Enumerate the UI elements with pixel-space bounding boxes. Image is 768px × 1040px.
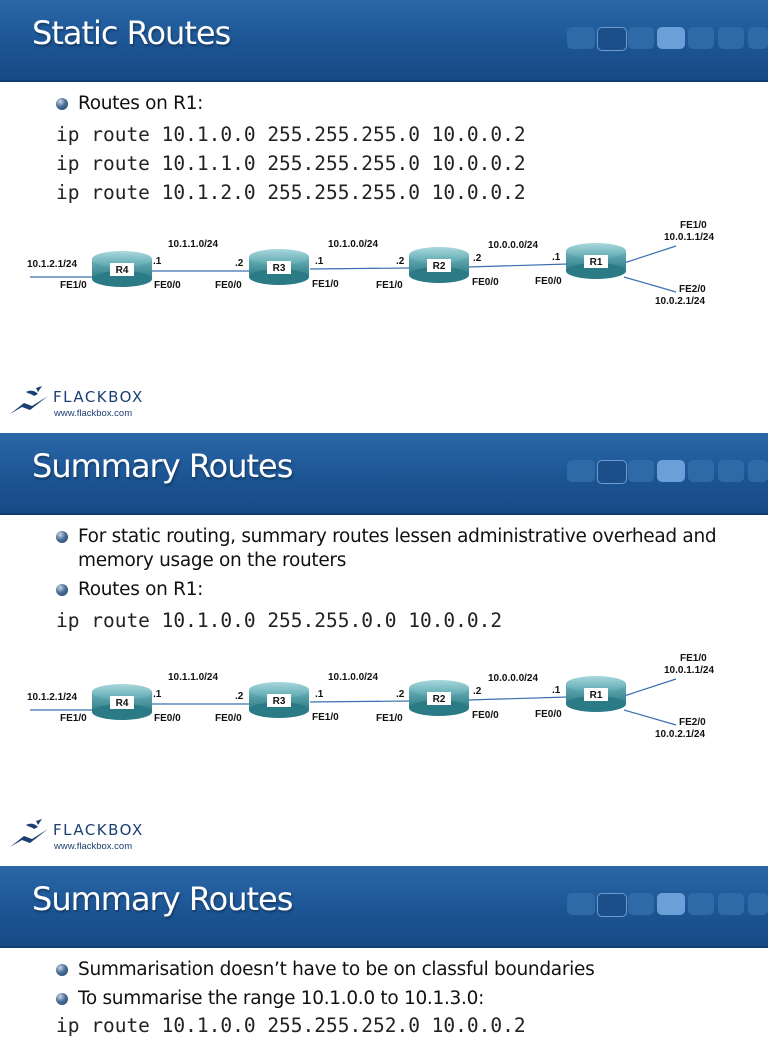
interface-label: FE0/0 <box>154 280 181 291</box>
network-label: 10.0.0.0/24 <box>488 240 539 251</box>
link-line <box>310 701 410 702</box>
nav-pill-active <box>657 27 685 49</box>
router-r2 <box>409 247 469 283</box>
network-label: 10.1.2.1/24 <box>27 259 78 270</box>
code-line: ip route 10.1.1.0 255.255.255.0 10.0.0.2 <box>56 152 526 175</box>
code-line: ip route 10.1.0.0 255.255.0.0 10.0.0.2 <box>56 609 503 632</box>
interface-label: FE1/0 <box>60 280 87 291</box>
nav-pill <box>688 460 714 482</box>
flackbox-logo-icon <box>8 819 52 851</box>
network-label: 10.0.1.1/24 <box>664 665 715 676</box>
interface-label: FE2/0 <box>679 717 706 728</box>
bullet-item <box>56 92 746 116</box>
slide-header <box>0 866 768 948</box>
code-line: ip route 10.1.0.0 255.255.255.0 10.0.0.2 <box>56 123 526 146</box>
router-r1 <box>566 243 626 279</box>
link-line <box>468 697 568 700</box>
slide-title: Static Routes <box>32 14 231 52</box>
interface-label: FE0/0 <box>535 276 562 287</box>
network-label: 10.1.0.0/24 <box>328 672 379 683</box>
nav-pill <box>718 460 744 482</box>
interface-label: FE0/0 <box>535 709 562 720</box>
router-label: R3 <box>272 263 286 274</box>
bullet-list <box>56 525 746 607</box>
interface-label: FE0/0 <box>215 280 242 291</box>
bullet-text: To summarise the range 10.1.0.0 to 10.1.3.0: <box>78 988 485 1009</box>
nav-pill-active <box>657 893 685 915</box>
interface-label: FE1/0 <box>680 653 707 664</box>
interface-label: FE0/0 <box>154 713 181 724</box>
bullet-icon <box>56 964 68 976</box>
network-label: 10.0.2.1/24 <box>655 729 706 740</box>
router-r4 <box>92 251 152 287</box>
bullet-text: For static routing, summary routes lessen administrative overhead and memory usage on the routers <box>78 526 717 571</box>
nav-pill <box>748 27 768 49</box>
network-label: 10.1.2.1/24 <box>27 692 78 703</box>
nav-pill-active <box>657 460 685 482</box>
router-label: R4 <box>115 698 129 709</box>
router-label: R4 <box>115 265 129 276</box>
bullet-icon <box>56 584 68 596</box>
router-label: R3 <box>272 696 286 707</box>
bullet-item <box>56 958 746 982</box>
bullet-item <box>56 525 746 573</box>
logo-url: www.flackbox.com <box>54 408 133 419</box>
host-id-label: .2 <box>473 686 482 697</box>
network-topology <box>0 638 768 748</box>
code-line: ip route 10.1.0.0 255.255.252.0 10.0.0.2 <box>56 1014 526 1037</box>
host-id-label: .1 <box>315 689 324 700</box>
logo-wordmark: FLACKBOX <box>53 388 144 406</box>
host-id-label: .2 <box>396 256 405 267</box>
flackbox-logo-icon <box>8 386 52 418</box>
nav-pill <box>748 893 768 915</box>
host-id-label: .1 <box>153 689 162 700</box>
slide-static-routes <box>0 0 768 433</box>
nav-pill <box>628 27 654 49</box>
host-id-label: .1 <box>315 256 324 267</box>
nav-pill <box>597 893 627 917</box>
slide-summary-routes-classless <box>0 866 768 1037</box>
nav-pill <box>628 893 654 915</box>
interface-label: FE1/0 <box>312 279 339 290</box>
bullet-list <box>56 92 746 121</box>
router-r4 <box>92 684 152 720</box>
host-id-label: .1 <box>552 252 561 263</box>
slide-header <box>0 433 768 515</box>
nav-pill <box>688 27 714 49</box>
nav-pill <box>567 27 595 49</box>
interface-label: FE0/0 <box>472 710 499 721</box>
flackbox-logo <box>8 819 168 855</box>
host-id-label: .2 <box>473 253 482 264</box>
router-r3 <box>249 682 309 718</box>
interface-label: FE1/0 <box>312 712 339 723</box>
host-id-label: .2 <box>235 691 244 702</box>
logo-url: www.flackbox.com <box>54 841 133 852</box>
slide-title: Summary Routes <box>32 447 293 485</box>
nav-pill <box>567 893 595 915</box>
nav-pill <box>718 893 744 915</box>
bullet-text: Routes on R1: <box>78 93 204 114</box>
flackbox-logo <box>8 386 168 422</box>
link-line <box>310 268 410 269</box>
bullet-list <box>56 958 746 1016</box>
bullet-icon <box>56 993 68 1005</box>
router-label: R1 <box>589 690 603 701</box>
router-label: R2 <box>432 694 446 705</box>
network-label: 10.0.0.0/24 <box>488 673 539 684</box>
slide-header <box>0 0 768 82</box>
host-id-label: .2 <box>235 258 244 269</box>
nav-pill <box>567 460 595 482</box>
slide-title: Summary Routes <box>32 880 293 918</box>
interface-label: FE1/0 <box>376 280 403 291</box>
link-line <box>624 277 676 292</box>
interface-label: FE1/0 <box>680 220 707 231</box>
bullet-icon <box>56 98 68 110</box>
bullet-item <box>56 578 746 602</box>
bullet-text: Summarisation doesn’t have to be on classful boundaries <box>78 959 595 980</box>
host-id-label: .1 <box>153 256 162 267</box>
bullet-icon <box>56 531 68 543</box>
nav-pill <box>688 893 714 915</box>
code-line: ip route 10.1.2.0 255.255.255.0 10.0.0.2 <box>56 181 526 204</box>
link-line <box>468 264 568 267</box>
bullet-text: Routes on R1: <box>78 579 204 600</box>
router-r3 <box>249 249 309 285</box>
interface-label: FE0/0 <box>472 277 499 288</box>
network-label: 10.1.0.0/24 <box>328 239 379 250</box>
host-id-label: .2 <box>396 689 405 700</box>
interface-label: FE1/0 <box>376 713 403 724</box>
router-label: R1 <box>589 257 603 268</box>
nav-pill <box>597 27 627 51</box>
interface-label: FE1/0 <box>60 713 87 724</box>
link-line <box>624 246 676 263</box>
nav-pill <box>597 460 627 484</box>
router-r2 <box>409 680 469 716</box>
slide-summary-routes <box>0 433 768 866</box>
bullet-item <box>56 987 746 1011</box>
nav-pill <box>718 27 744 49</box>
network-label: 10.1.1.0/24 <box>168 239 219 250</box>
router-r1 <box>566 676 626 712</box>
nav-pill <box>628 460 654 482</box>
network-topology <box>0 205 768 315</box>
interface-label: FE0/0 <box>215 713 242 724</box>
network-label: 10.1.1.0/24 <box>168 672 219 683</box>
interface-label: FE2/0 <box>679 284 706 295</box>
nav-pill <box>748 460 768 482</box>
network-label: 10.0.1.1/24 <box>664 232 715 243</box>
link-line <box>624 679 676 696</box>
logo-wordmark: FLACKBOX <box>53 821 144 839</box>
network-label: 10.0.2.1/24 <box>655 296 706 307</box>
router-label: R2 <box>432 261 446 272</box>
host-id-label: .1 <box>552 685 561 696</box>
link-line <box>624 710 676 725</box>
